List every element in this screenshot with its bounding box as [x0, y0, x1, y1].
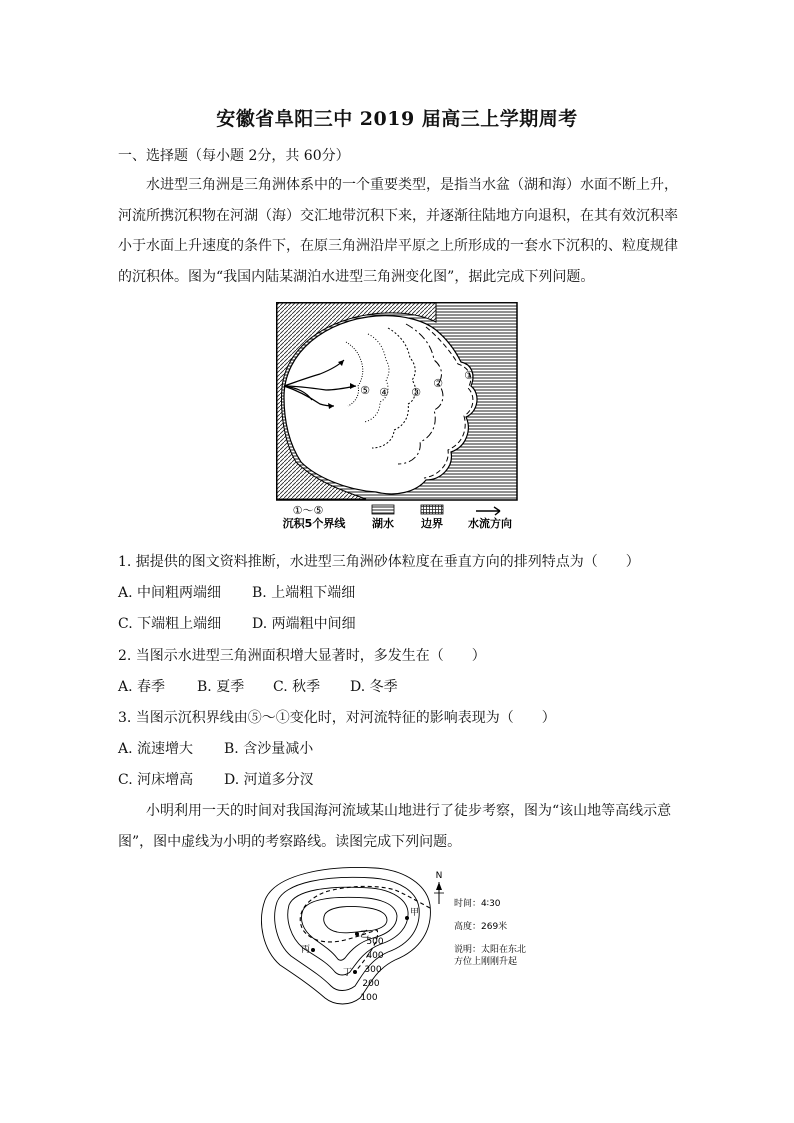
question-2-stem: 2. 当图示水进型三角洲面积增大显著时，多发生在（ ）: [118, 648, 486, 664]
legend-border-swatch: [421, 505, 443, 514]
page-title: 安徽省阜阳三中 2019 届高三上学期周考: [216, 108, 578, 130]
info-box: [454, 897, 526, 967]
question-2-option-d: D. 冬季: [350, 679, 398, 695]
north-label: N: [435, 871, 443, 881]
contour-lines: [261, 867, 430, 1004]
contour-labels: [360, 937, 383, 1003]
delta-land: [284, 316, 477, 494]
marker-2: ②: [433, 377, 443, 390]
contour-400: 400: [366, 951, 384, 961]
section-heading: 一、选择题（每小题 2分，共 60分）: [118, 148, 350, 164]
question-3-stem: 3. 当图示沉积界线由⑤～①变化时，对河流特征的影响表现为（ ）: [118, 710, 556, 726]
intro-paragraph-1: [118, 170, 678, 292]
question-1-option-c: C. 下端粗上端细: [118, 616, 222, 632]
north-arrow-icon: [434, 871, 444, 904]
question-3-option-a: A. 流速增大: [118, 741, 194, 757]
legend-border-label: 边界: [421, 517, 443, 530]
legend-flow-label: 水流方向: [468, 517, 512, 530]
question-2-option-c: C. 秋季: [273, 679, 321, 695]
question-1-option-d: D. 两端粗中间细: [252, 616, 356, 632]
marker-4: ④: [379, 386, 389, 399]
contour-500: 500: [366, 937, 384, 947]
info-note-2: 方位上刚刚升起: [454, 957, 518, 967]
point-jia: 甲: [410, 908, 420, 918]
intro-paragraph-2: [118, 796, 678, 857]
point-ding: 丁: [343, 968, 353, 978]
contour-100: 100: [360, 993, 378, 1003]
delta-map: [276, 302, 517, 500]
intro-text-1: 水进型三角洲是三角洲体系中的一个重要类型，是指当水盆（湖和海）水面不断上升，河流所携沉积物在河湖（海）交汇地带沉积下来，并逐渐往陆地方向退积，在其有效沉积率小于水面上升速度的条件下，在原三角洲沿岸平原之上所形成的一套水下沉积的、粒度规律的沉积体。图为“我国内陆某湖泊水进型三角洲变化图”，据此完成下列问题。: [118, 177, 678, 285]
legend-lake-swatch: [372, 505, 394, 514]
point-bing: 丙: [301, 945, 311, 955]
info-height: 高度：269米: [454, 922, 508, 932]
legend-flow-arrow-icon: [476, 507, 500, 515]
question-1-option-b: B. 上端粗下端细: [252, 585, 356, 601]
question-3-option-d: D. 河道多分汊: [224, 772, 314, 788]
contour-figure: [255, 860, 545, 1010]
delta-legend: [283, 504, 512, 530]
question-1-stem: 1. 据提供的图文资料推断，水进型三角洲砂体粒度在垂直方向的排列特点为（ ）: [118, 554, 640, 570]
point-yi: 乙: [360, 930, 370, 940]
question-2-option-a: A. 春季: [118, 679, 166, 695]
contour-200: 200: [362, 979, 380, 989]
legend-lake-label: 湖水: [372, 517, 394, 530]
question-3-option-b: B. 含沙量减小: [224, 741, 314, 757]
contour-300: 300: [364, 965, 382, 975]
question-3-option-c: C. 河床增高: [118, 772, 194, 788]
marker-3: ③: [411, 386, 421, 399]
question-1-option-a: A. 中间粗两端细: [118, 585, 222, 601]
info-time: 时间：4∶30: [454, 899, 501, 909]
info-note-1: 说明：太阳在东北: [454, 945, 527, 955]
marker-1: ①: [464, 369, 474, 382]
delta-figure: [276, 302, 521, 532]
intro-text-2: 小明利用一天的时间对我国海河流域某山地进行了徒步考察，图为“该山地等高线示意图”，图中虚线为小明的考察路线。读图完成下列问题。: [118, 803, 672, 850]
question-2-option-b: B. 夏季: [197, 679, 245, 695]
marker-5: ⑤: [360, 384, 370, 397]
legend-boundary-symbol: ①～⑤: [292, 504, 324, 517]
legend-boundary-label: 沉积5个界线: [282, 517, 346, 530]
